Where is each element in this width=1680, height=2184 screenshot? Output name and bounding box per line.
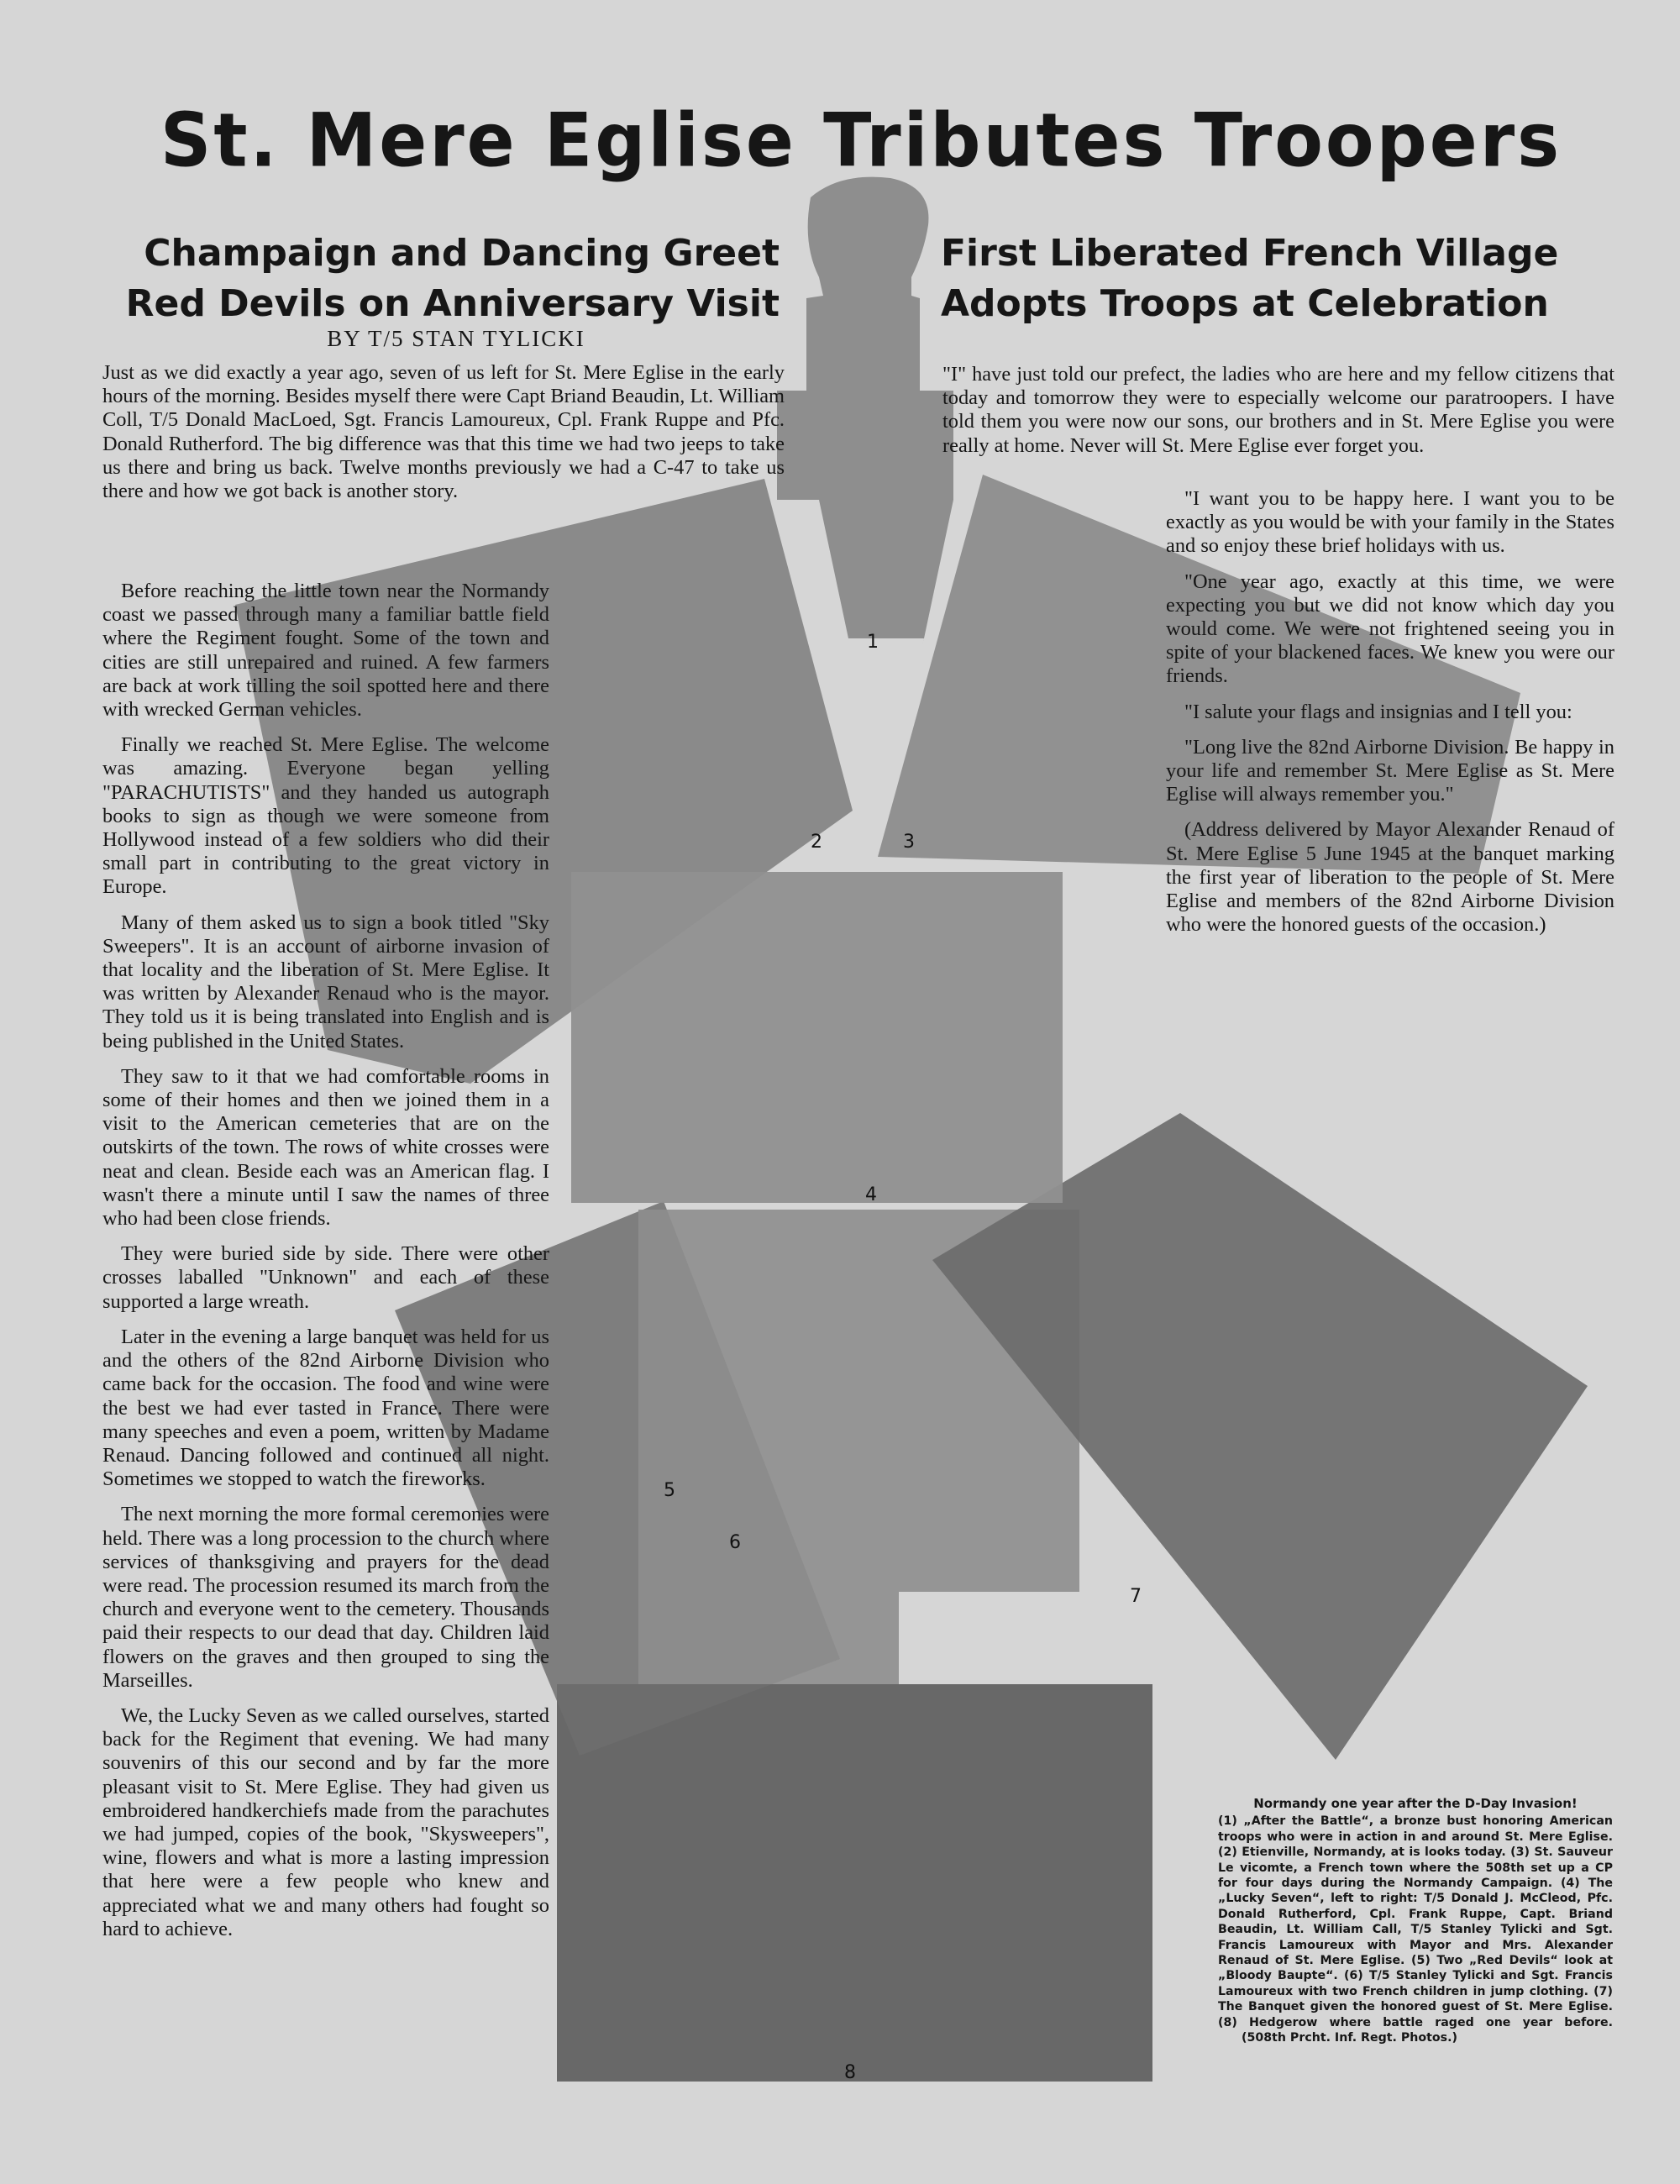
photo-credit: (508th Prcht. Inf. Regt. Photos.) [1242,2031,1457,2045]
right-paragraph-2: "One year ago, exactly at this time, we were expecting you but we did not know which day you would come. We were not frightened seeing you in spite of your blackened faces. We knew you were our friends. [1166,570,1614,688]
right-headline-line-2: Adopts Troops at Celebration [941,282,1549,325]
left-paragraph-3: Finally we reached St. Mere Eglise. The welcome was amazing. Everyone began yelling "PARACHUTISTS" and they handed us autograph books to sign as though we were someone from Hollywood instead of a few soldiers who did their small part in contributing to the great victory in Europe. [102,733,549,899]
photo-number-3: 3 [903,832,915,853]
right-headline-line-1: First Liberated French Village [941,232,1559,275]
right-article-intro [942,363,1614,470]
left-paragraph-7: Later in the evening a large banquet was held for us and the others of the 82nd Airborne Division who came back for the occasion. The food and wine were the best we had ever tasted in France. There were many speeches and even a poem, written by Madame Renaud. Dancing followed and continued all night. Sometimes we stopped to watch the fireworks. [102,1325,549,1491]
left-headline-line-2: Red Devils on Anniversary Visit [125,282,780,325]
left-paragraph-1: Just as we did exactly a year ago, seven of us left for St. Mere Eglise in the early hours of the morning. Besides myself there were Capt Briand Beaudin, Lt. William Coll, T/5 Donald MacLoed, Sgt. Francis Lamoureux, Cpl. Frank Ruppe and Pfc. Donald Rutherford. The big difference was that this time we had two jeeps to take us there and bring us back. Twelve months previously we had a C-47 to take us there and how we got back is another story. [102,361,785,503]
photo-4 [571,872,1063,1203]
left-paragraph-5: They saw to it that we had comfortable rooms in some of their homes and then we joined them in a visit to the American cemeteries that are on the outskirts of the town. The rows of white crosses were neat and clean. Beside each was an American flag. I wasn't there a minute until I saw the names of three who had been close friends. [102,1064,549,1231]
right-article-column [1166,487,1614,948]
left-article-column [102,580,549,1953]
photo-caption [1218,1796,1613,2046]
right-paragraph-1: "I want you to be happy here. I want you to be exactly as you would be with your family in the States and so enjoy these brief holidays with us. [1166,487,1614,558]
left-headline-line-1: Champaign and Dancing Greet [144,232,780,275]
right-paragraph-4: "Long live the 82nd Airborne Division. Be happy in your life and remember St. Mere Eglise as St. Mere Eglise will always remember you." [1166,735,1614,806]
left-paragraph-4: Many of them asked us to sign a book titled "Sky Sweepers". It is an account of airborne invasion of that locality and the liberation of St. Mere Eglise. It was written by Alexander Renaud who is the mayor. They told us it is being translated into English and is being published in the United States. [102,911,549,1053]
left-paragraph-9: We, the Lucky Seven as we called ourselves, started back for the Regiment that evening. We had many souvenirs of this our second and by far the more pleasant visit to St. Mere Eglise. They had given us embroidered handkerchiefs made from the parachutes we had jumped, copies of the book, "Skysweepers", wine, flowers and what is more a lasting impression that here were a few people who knew and appreciated what we and many others had fought so hard to achieve. [102,1704,549,1940]
photo-number-1: 1 [867,632,879,653]
left-paragraph-6: They were buried side by side. There were other crosses laballed "Unknown" and each of these supported a large wreath. [102,1242,549,1313]
left-article-para-1-top [102,361,785,515]
masthead: St. Mere Eglise Tributes Troopers [160,97,1562,184]
photo-number-2: 2 [811,832,822,853]
byline: BY T/5 STAN TYLICKI [327,326,585,351]
right-paragraph-3: "I salute your flags and insignias and I tell you: [1184,700,1572,723]
left-paragraph-8: The next morning the more formal ceremonies were held. There was a long procession to the church where services of thanksgiving and prayers for the dead were read. The procession resumed its march from the church and everyone went to the cemetery. Thousands paid their respects to our dead that day. Children laid flowers on the graves and then grouped to sing the Marseilles. [102,1503,549,1692]
right-paragraph-5: (Address delivered by Mayor Alexander Renaud of St. Mere Eglise 5 June 1945 at the banquet marking the first year of liberation to the people of St. Mere Eglise and members of the 82nd Airborne Division who were the honored guests of the occasion.) [1166,818,1614,937]
caption-title: Normandy one year after the D-Day Invasion! [1253,1796,1578,1811]
photo-8 [557,1684,1152,2082]
photo-number-4: 4 [865,1184,877,1205]
right-article-header [941,228,1613,329]
photo-number-5: 5 [664,1480,675,1501]
photo-number-6: 6 [729,1532,741,1553]
photo-number-7: 7 [1130,1586,1142,1607]
photo-number-8: 8 [844,2062,856,2083]
left-article-header [99,228,780,352]
left-paragraph-2: Before reaching the little town near the Normandy coast we passed through many a familiar battle field where the Regiment fought. Some of the town and cities are still unrepaired and ruined. A few farmers are back at work tilling the soil spotted here and there with wrecked German vehicles. [102,580,549,722]
right-intro-paragraph: "I" have just told our prefect, the ladies who are here and my fellow citizens that today and tomorrow they were to especially welcome our paratroopers. I have told them you were now our sons, our brothers and in St. Mere Eglise you were really at home. Never will St. Mere Eglise ever forget you. [942,363,1614,457]
caption-text: (1) „After the Battle“, a bronze bust honoring American troops who were in action in and around St. Mere Eglise. (2) Etienville, Normandy, at is looks today. (3) St. Sauveur Le vicomte, a French town where the 508th set up a CP for four days during the Normandy Campaign. (4) The „Lucky Seven“, left to right: T/5 Donald J. McCleod, Pfc. Donald Rutherford, Cpl. Frank Ruppe, Capt. Briand Beaudin, Lt. William Call, T/5 Stanley Tylicki and Sgt. Francis Lamoureux with Mayor and Mrs. Alexander Renaud of St. Mere Eglise. (5) Two „Red Devils“ look at „Bloody Baupte“. (6) T/5 Stanley Tylicki and Sgt. Francis Lamoureux with two French children in jump clothing. (7) The Banquet given the honored guest of St. Mere Eglise. (8) Hedgerow where battle raged one year before. [1218,1814,1613,2029]
